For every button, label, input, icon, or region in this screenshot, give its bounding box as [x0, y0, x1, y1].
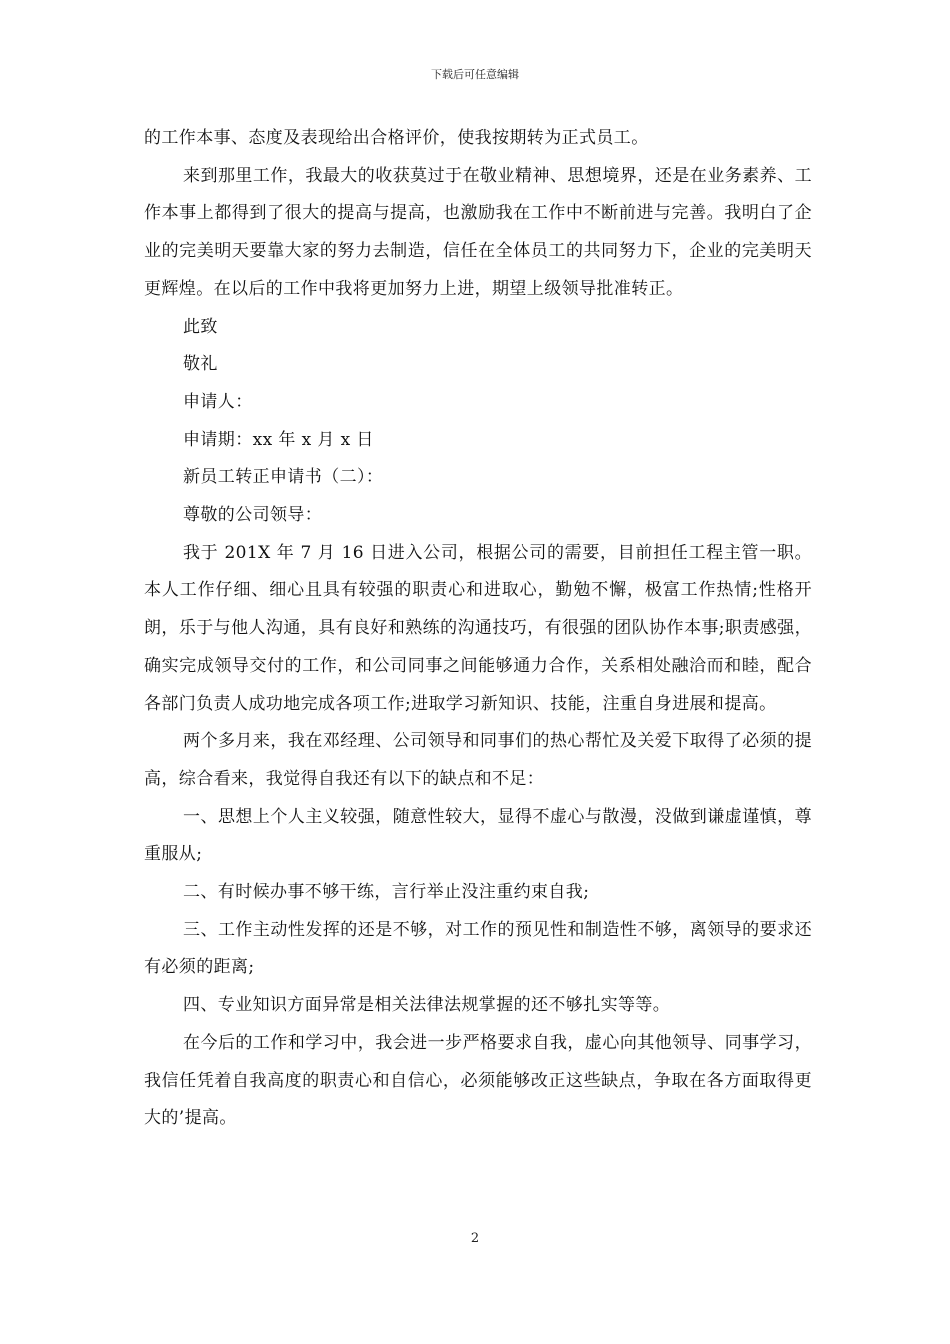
paragraph: 两个多月来，我在邓经理、公司领导和同事们的热心帮忙及关爱下取得了必须的提高，综合看来，我觉得自我还有以下的缺点和不足：	[144, 731, 812, 789]
paragraph: 的工作本事、态度及表现给出合格评价，使我按期转为正式员工。	[144, 128, 649, 148]
closing-salutation: 此致	[183, 316, 218, 337]
list-item: 二、有时候办事不够干练，言行举止没注重约束自我;	[183, 882, 590, 903]
greeting: 尊敬的公司领导：	[183, 505, 323, 526]
document-body	[144, 120, 812, 1138]
paragraph: 来到那里工作，我最大的收获莫过于在敬业精神、思想境界，还是在业务素养、工作本事上都得到了很大的提高与提高，也激励我在工作中不断前进与完善。我明白了企业的完美明天要靠大家的努力去制造，信任在全体员工的共同努力下，企业的完美明天更辉煌。在以后的工作中我将更加努力上进，期望上级领导批准转正。	[144, 165, 812, 299]
application-date-line: 申请期：xx 年 x 月 x 日	[183, 429, 374, 450]
closing-regards: 敬礼	[183, 354, 218, 375]
list-item: 四、专业知识方面异常是相关法律法规掌握的还不够扎实等等。	[183, 995, 671, 1016]
list-item: 三、工作主动性发挥的还是不够，对工作的预见性和制造性不够，离领导的要求还有必须的距离;	[144, 919, 812, 978]
applicant-line: 申请人：	[183, 391, 253, 412]
paragraph: 我于 201X 年 7 月 16 日进入公司，根据公司的需要，目前担任工程主管一职。本人工作仔细、细心且具有较强的职责心和进取心，勤勉不懈，极富工作热情;性格开朗，乐于与他人沟通，具有良好和熟练的沟通技巧，有很强的团队协作本事;职责感强，确实完成领导交付的工作，和公司同事之间能够通力合作，关系相处融洽而和睦，配合各部门负责人成功地完成各项工作;进取学习新知识、技能，注重自身进展和提高。	[144, 542, 812, 714]
page-header: 下载后可任意编辑	[431, 68, 519, 81]
section-title: 新员工转正申请书（二）：	[183, 467, 384, 488]
paragraph: 在今后的工作和学习中，我会进一步严格要求自我，虚心向其他领导、同事学习，我信任凭着自我高度的职责心和自信心，必须能够改正这些缺点，争取在各方面取得更大的’提高。	[144, 1032, 812, 1129]
page-number: 2	[470, 1231, 480, 1246]
list-item: 一、思想上个人主义较强，随意性较大，显得不虚心与散漫，没做到谦虚谨慎，尊重服从;	[144, 806, 812, 865]
